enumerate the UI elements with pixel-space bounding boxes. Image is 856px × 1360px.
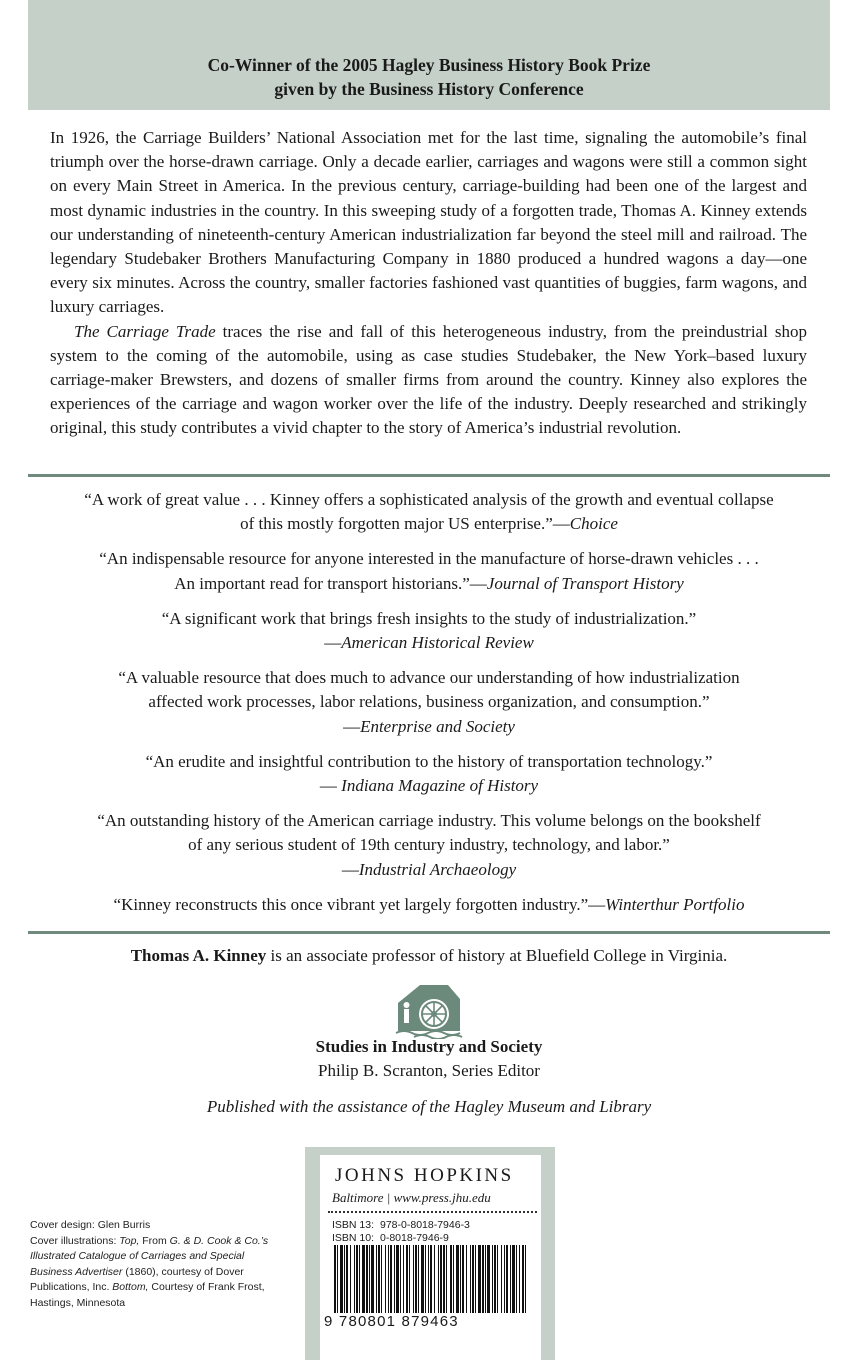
quote-text: “An erudite and insightful contribution to the history of transportation technology.” xyxy=(145,751,713,771)
barcode-bar xyxy=(376,1245,377,1313)
barcode-bar xyxy=(359,1245,360,1313)
barcode-bar xyxy=(366,1245,368,1313)
barcode-bar xyxy=(409,1245,410,1313)
dotted-divider xyxy=(328,1211,537,1213)
quote-text: affected work processes, labor relations, business organization, and consumption.” xyxy=(148,692,710,712)
barcode-bar xyxy=(369,1245,370,1313)
series-info xyxy=(30,1035,828,1083)
assistance-note: Published with the assistance of the Hagley Museum and Library xyxy=(206,1097,652,1116)
barcode-bar xyxy=(403,1245,404,1313)
barcode-bar xyxy=(450,1245,452,1313)
isbn-10-value: 0-8018-7946-9 xyxy=(380,1232,449,1244)
summary-paragraph-2-text: traces the rise and fall of this heterogeneous industry, from the preindustrial shop system to the coming of the automobile, using as case studies Studebaker, the New York–based luxury carriage-maker Brewsters, and dozens of smaller firms from around the country. Kinney also explores the experiences of the carriage and wagon worker over the life of the industry. Deeply researched and strikingly original, this study contributes a vivid chapter to the story of America’s industrial revolution. xyxy=(50,321,807,438)
isbn-10-label: ISBN 10: xyxy=(332,1232,375,1244)
quote-text: “A significant work that brings fresh insights to the study of industrialization.” xyxy=(161,608,697,628)
divider-top xyxy=(28,474,830,477)
quote-source: Winterthur Portfolio xyxy=(605,894,745,914)
barcode-icon xyxy=(334,1245,528,1313)
barcode-bar xyxy=(494,1245,496,1313)
quote-choice xyxy=(30,488,828,536)
quote-source: Enterprise and Society xyxy=(360,716,515,736)
quote-text: — xyxy=(324,633,342,653)
barcode-bar xyxy=(354,1245,355,1313)
quote-text: of this mostly forgotten major US enterprise.”— xyxy=(240,514,570,534)
barcode-bar xyxy=(470,1245,471,1313)
author-name: Thomas A. Kinney xyxy=(130,946,267,965)
quote-text: of any serious student of 19th century industry, technology, and labor.” xyxy=(188,835,670,855)
quote-text: — xyxy=(341,859,359,879)
barcode-bar xyxy=(482,1245,484,1313)
barcode-bar xyxy=(344,1245,345,1313)
barcode-bar xyxy=(497,1245,498,1313)
barcode-bar xyxy=(487,1245,490,1313)
barcode-bar xyxy=(421,1245,424,1313)
quote-source: Indiana Magazine of History xyxy=(341,776,539,796)
barcode-bar xyxy=(430,1245,432,1313)
barcode-bar xyxy=(492,1245,493,1313)
quote-source: Industrial Archaeology xyxy=(358,859,517,879)
credit-catalogue: G. & D. Cook & Co.’s Illustrated Catalogue of Carriages and Special Business Advertiser xyxy=(30,1234,269,1278)
review-quotes xyxy=(30,488,828,928)
barcode-bar xyxy=(504,1245,505,1313)
barcode-bar xyxy=(485,1245,486,1313)
barcode-bar xyxy=(506,1245,508,1313)
quote-enterprise-society xyxy=(30,666,828,739)
barcode-bar xyxy=(337,1245,338,1313)
barcode-bar xyxy=(519,1245,520,1313)
quote-line xyxy=(30,572,828,596)
credit-from: From xyxy=(139,1234,170,1247)
barcode-bar xyxy=(525,1245,526,1313)
isbn-13-value: 978-0-8018-7946-3 xyxy=(380,1219,470,1231)
quote-source: American Historical Review xyxy=(341,633,534,653)
barcode-bar xyxy=(378,1245,380,1313)
series-name: Studies in Industry and Society xyxy=(315,1037,543,1056)
barcode-bar xyxy=(385,1245,386,1313)
barcode-bar xyxy=(346,1245,348,1313)
quote-text: “An outstanding history of the American carriage industry. This volume belongs on the bookshelf xyxy=(97,811,761,831)
quote-american-historical-review xyxy=(30,607,828,655)
series-logo-icon xyxy=(394,981,464,1039)
credit-bottom-label: Bottom, xyxy=(112,1281,149,1293)
quote-line xyxy=(30,715,828,739)
barcode-bar xyxy=(396,1245,399,1313)
barcode-bar xyxy=(438,1245,439,1313)
barcode-bar xyxy=(428,1245,429,1313)
barcode-bar xyxy=(381,1245,382,1313)
quote-source: Choice xyxy=(569,514,618,534)
publisher-name: JOHNS HOPKINS xyxy=(335,1165,514,1186)
book-summary xyxy=(50,126,807,441)
barcode-bar xyxy=(418,1245,419,1313)
barcode-bar xyxy=(472,1245,474,1313)
isbn-13-label: ISBN 13: xyxy=(332,1219,375,1231)
barcode-bar xyxy=(440,1245,442,1313)
quote-text: An important read for transport historians.”— xyxy=(174,573,487,593)
barcode-bar xyxy=(388,1245,389,1313)
publisher-panel xyxy=(320,1155,541,1360)
barcode-bar xyxy=(400,1245,401,1313)
summary-paragraph-1: In 1926, the Carriage Builders’ National Association met for the last time, signaling the automobile’s final triumph over the horse-drawn carriage. Only a decade earlier, carriages and wagons were still a common sight on every Main Street in America. In the previous century, carriage-building had been one of the largest and most dynamic industries in the country. In this sweeping study of a forgotten trade, Thomas A. Kinney extends our understanding of nineteenth-century American industrialization far beyond the steel mill and railroad. The legendary Studebaker Brothers Manufacturing Company in 1880 produced a hundred wagons a day—one every six minutes. Across the country, smaller factories fashioned vast quantities of buggies, farm wagons, and luxury carriages. xyxy=(50,128,807,317)
barcode-bar xyxy=(475,1245,476,1313)
barcode-bar xyxy=(443,1245,445,1313)
barcode-bar xyxy=(462,1245,464,1313)
quote-text: “Kinney reconstructs this once vibrant yet largely forgotten industry.”— xyxy=(113,894,606,914)
author-bio-text: is an associate professor of history at Bluefield College in Virginia. xyxy=(266,946,728,965)
quote-industrial-archaeology xyxy=(30,809,828,882)
summary-paragraph-2 xyxy=(50,320,807,441)
quote-indiana-magazine xyxy=(30,750,828,798)
quote-text: — xyxy=(319,776,342,796)
publisher-location: Baltimore | www.press.jhu.edu xyxy=(332,1190,491,1205)
credit-after-catalogue: (1860), courtesy of Dover Publications, Inc. xyxy=(30,1265,244,1293)
credit-design: Cover design: Glen Burris xyxy=(30,1219,151,1231)
barcode-bar xyxy=(413,1245,414,1313)
quote-text: “A valuable resource that does much to advance our understanding of how industrialization xyxy=(118,668,740,688)
barcode-bar xyxy=(415,1245,417,1313)
barcode-bar xyxy=(425,1245,426,1313)
barcode-bar xyxy=(453,1245,454,1313)
series-editor: Philip B. Scranton, Series Editor xyxy=(318,1061,540,1080)
barcode-bar xyxy=(460,1245,461,1313)
barcode-bar xyxy=(340,1245,343,1313)
cover-credits xyxy=(30,1218,280,1311)
barcode-bar xyxy=(371,1245,374,1313)
barcode-bar xyxy=(434,1245,435,1313)
barcode-bar xyxy=(350,1245,351,1313)
credit-top-label: Top, xyxy=(119,1234,140,1247)
credit-bottom-text: Courtesy of Frank Frost, Hastings, Minnesota xyxy=(30,1281,265,1309)
prize-banner xyxy=(28,0,830,110)
quote-line xyxy=(30,858,828,882)
quote-winterthur xyxy=(30,893,828,917)
quote-line xyxy=(30,512,828,536)
quote-text: “A work of great value . . . Kinney offers a sophisticated analysis of the growth and eventual collapse xyxy=(84,490,774,509)
prize-line-2: given by the Business History Conference xyxy=(274,79,584,99)
quote-line xyxy=(30,631,828,655)
publisher-barcode-box xyxy=(305,1147,555,1360)
prize-line-1: Co-Winner of the 2005 Hagley Business History Book Prize xyxy=(207,55,651,75)
quote-line xyxy=(30,893,828,917)
barcode-bar xyxy=(466,1245,467,1313)
author-bio xyxy=(30,944,828,968)
quote-line xyxy=(30,774,828,798)
barcode-bar xyxy=(516,1245,517,1313)
barcode-bar xyxy=(362,1245,365,1313)
isbn-10 xyxy=(332,1232,449,1245)
barcode-bar xyxy=(522,1245,524,1313)
barcode-bar xyxy=(510,1245,511,1313)
quote-text: — xyxy=(343,716,361,736)
barcode-bar xyxy=(406,1245,408,1313)
quote-transport-history xyxy=(30,547,828,595)
quote-text: “An indispensable resource for anyone interested in the manufacture of horse-drawn vehicles . . . xyxy=(99,549,759,569)
barcode-bar xyxy=(446,1245,447,1313)
barcode-bar xyxy=(334,1245,336,1313)
barcode-bar xyxy=(390,1245,392,1313)
book-title: The Carriage Trade xyxy=(74,321,216,341)
barcode-bar xyxy=(501,1245,502,1313)
quote-source: Journal of Transport History xyxy=(486,573,684,593)
barcode-bar xyxy=(394,1245,395,1313)
credit-illus-prefix: Cover illustrations: xyxy=(30,1234,120,1247)
barcode-digits: 9 780801 879463 xyxy=(324,1313,459,1330)
barcode-bar xyxy=(512,1245,515,1313)
isbn-13 xyxy=(332,1219,470,1232)
barcode-bar xyxy=(478,1245,481,1313)
barcode-bar xyxy=(356,1245,358,1313)
barcode-bar xyxy=(456,1245,459,1313)
divider-bottom xyxy=(28,931,830,934)
